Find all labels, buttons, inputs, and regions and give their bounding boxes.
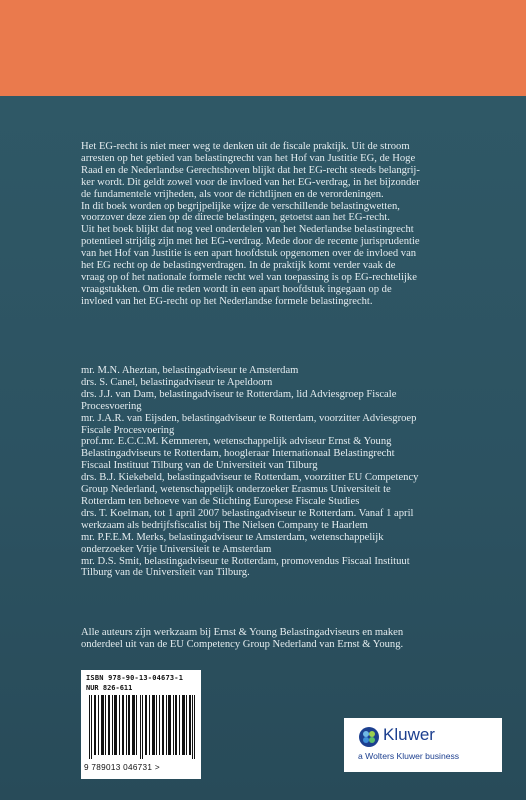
- barcode-digits: 9 789013 046731 >: [84, 763, 160, 772]
- publisher-name: Kluwer: [383, 725, 435, 744]
- intro-line: vraag op of het nationale formele recht wel van toepassing is op EG-rechtelijke: [81, 271, 417, 283]
- author-line: mr. D.S. Smit, belastingadviseur te Rotterdam, promovendus Fiscaal Instituut: [81, 555, 410, 567]
- intro-paragraph: [81, 141, 451, 308]
- author-line: mr. P.F.E.M. Merks, belastingadviseur te Amsterdam, wetenschappelijk: [81, 531, 384, 543]
- author-line: Belastingadviseurs te Rotterdam, hoogleraar Internationaal Belastingrecht: [81, 448, 395, 460]
- isbn-text: ISBN 978-90-13-04673-1: [86, 674, 184, 682]
- barcode-label: [81, 670, 201, 779]
- author-line: onderzoeker Vrije Universiteit te Amsterdam: [81, 543, 272, 555]
- author-line: mr. M.N. Aheztan, belastingadviseur te Amsterdam: [81, 365, 299, 376]
- author-line: prof.mr. E.C.C.M. Kemmeren, wetenschappelijk adviseur Ernst & Young: [81, 436, 392, 448]
- intro-line: het EG recht op de belastingverdragen. In de praktijk komt verder vaak de: [81, 260, 396, 272]
- intro-line: potentieel strijdig zijn met het EG-verdrag. Mede door de recente jurisprudentie: [81, 236, 420, 248]
- employer-note-line: onderdeel uit van de EU Competency Group Nederland van Ernst & Young.: [81, 638, 404, 650]
- author-line: drs. S. Canel, belastingadviseur te Apeldoorn: [81, 376, 273, 388]
- author-list: [81, 365, 451, 579]
- employer-note: [81, 627, 451, 651]
- intro-line: arresten op het gebied van belastingrecht van het Hof van Justitie EG, de Hoge: [81, 152, 416, 164]
- author-line: Fiscaal Instituut Tilburg van de Universiteit van Tilburg: [81, 460, 318, 472]
- author-line: Tilburg van de Universiteit van Tilburg.: [81, 567, 250, 579]
- author-line: Procesvoering: [81, 400, 142, 412]
- nur-text: NUR 826-611: [86, 684, 133, 692]
- intro-line: ker wordt. Dit geldt zowel voor de invloed van het EG-verdrag, in het bijzonder: [81, 176, 420, 188]
- publisher-logo: [344, 718, 502, 772]
- intro-line: invloed van het EG-recht op het Nederlandse formele belastingrecht.: [81, 295, 373, 307]
- intro-line: vraagstukken. Om die reden wordt in een apart hoofdstuk ingegaan op de: [81, 283, 392, 295]
- author-line: mr. J.A.R. van Eijsden, belastingadviseur te Rotterdam, voorzitter Adviesgroep: [81, 412, 417, 424]
- author-line: Group Nederland, wetenschappelijk onderzoeker Erasmus Universiteit te: [81, 484, 391, 496]
- author-line: werkzaam als bedrijfsfiscalist bij The Nielsen Company te Haarlem: [81, 519, 368, 531]
- author-line: drs. J.J. van Dam, belastingadviseur te Rotterdam, lid Adviesgroep Fiscale: [81, 388, 397, 400]
- intro-line: van het Hof van Justitie is een apart hoofdstuk opgenomen over de invloed van: [81, 248, 417, 260]
- intro-line: Het EG-recht is niet meer weg te denken uit de fiscale praktijk. Uit de stroom: [81, 141, 410, 152]
- intro-line: In dit boek worden op begrijpelijke wijze de verschillende belastingwetten,: [81, 200, 400, 212]
- author-line: drs. T. Koelman, tot 1 april 2007 belastingadviseur te Rotterdam. Vanaf 1 april: [81, 507, 414, 519]
- author-line: Rotterdam ten behoeve van de Stichting Europese Fiscale Studies: [81, 495, 360, 507]
- kluwer-logo-icon: [358, 726, 380, 748]
- author-line: Fiscale Procesvoering: [81, 424, 175, 436]
- author-line: drs. B.J. Kiekebeld, belastingadviseur te Rotterdam, voorzitter EU Competency: [81, 472, 419, 484]
- publisher-tagline: a Wolters Kluwer business: [358, 751, 460, 761]
- intro-line: de fundamentele vrijheden, als voor de richtlijnen en de verordeningen.: [81, 188, 384, 200]
- orange-top-band: [0, 0, 526, 96]
- barcode-image: [89, 695, 195, 759]
- intro-line: Uit het boek blijkt dat nog veel onderdelen van het Nederlandse belastingrecht: [81, 224, 414, 236]
- employer-note-line: Alle auteurs zijn werkzaam bij Ernst & Young Belastingadviseurs en maken: [81, 627, 404, 638]
- intro-line: Raad en de Nederlandse Gerechtshoven blijkt dat het EG-recht steeds belangrij-: [81, 164, 420, 176]
- intro-line: voorzover deze zien op de directe belastingen, getoetst aan het EG-recht.: [81, 212, 390, 224]
